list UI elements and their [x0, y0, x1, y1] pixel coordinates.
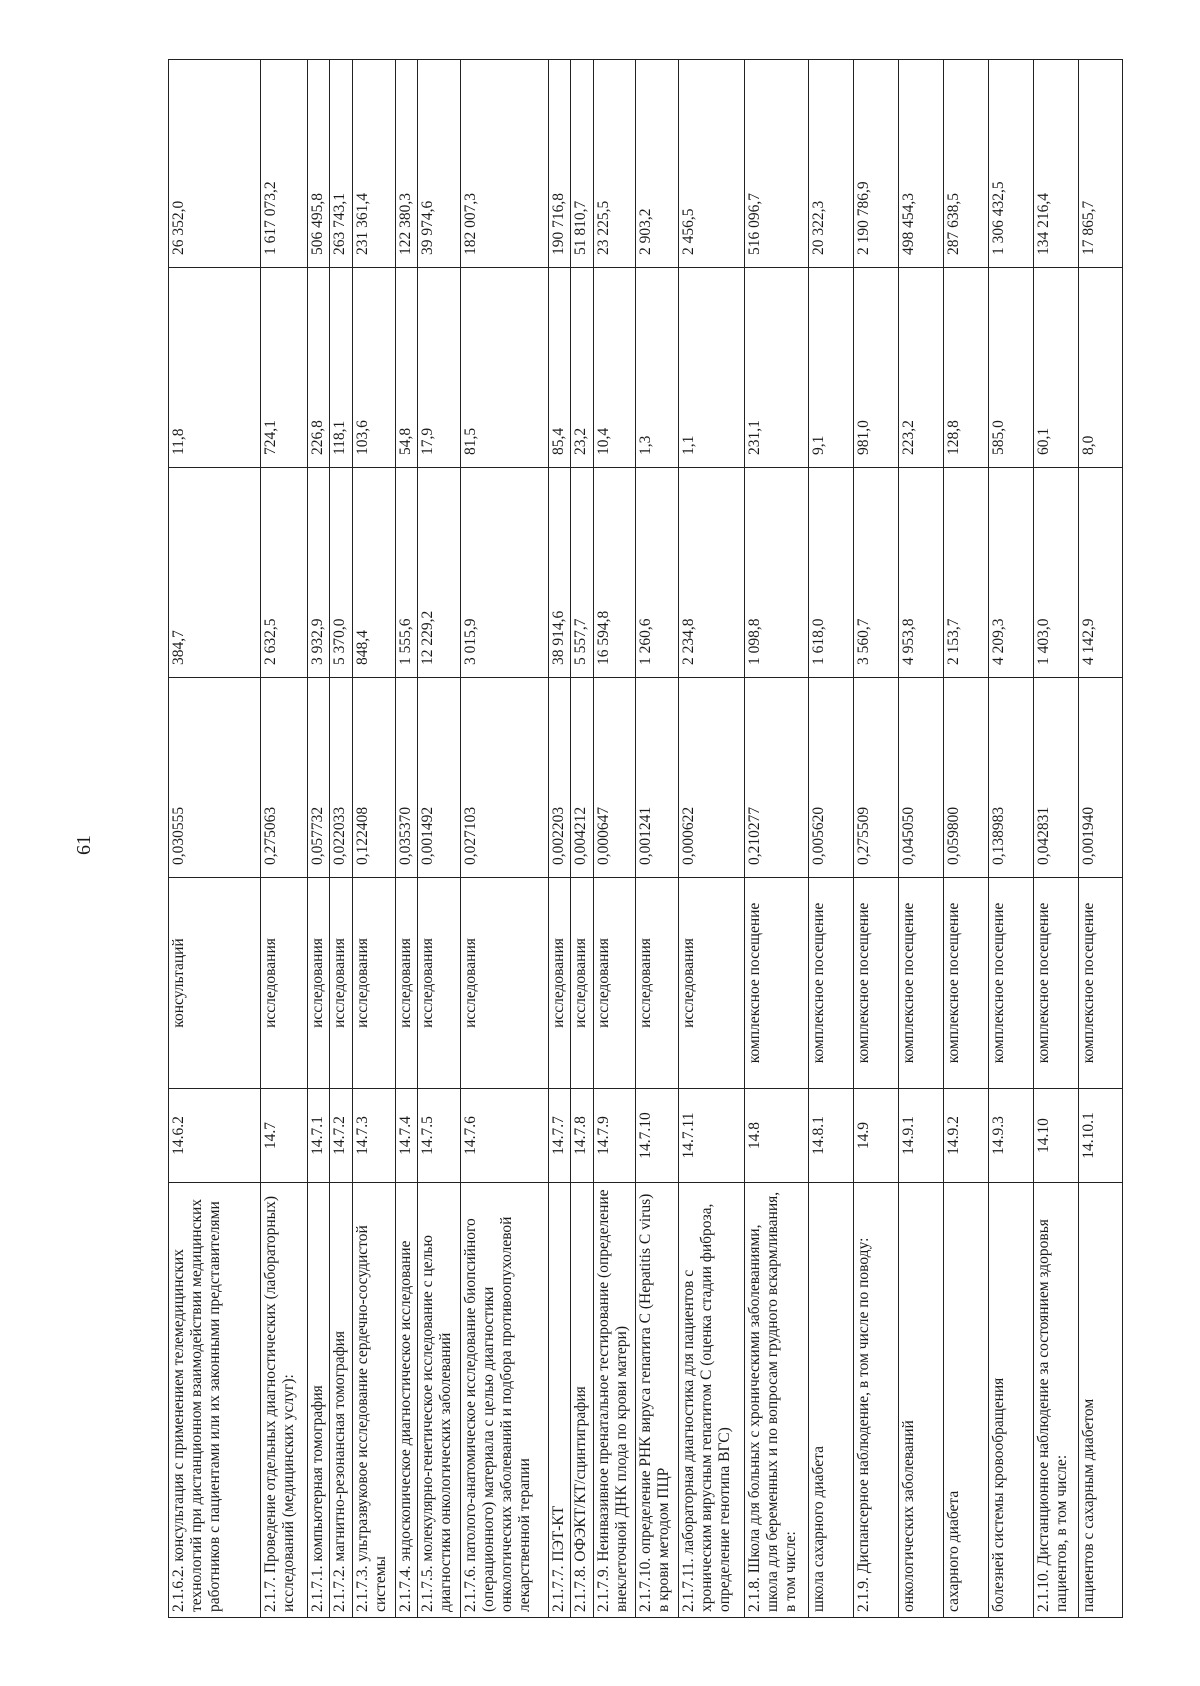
row-name-cell: 2.1.7.6. патолого-анатомическое исследование биопсийного (операционного) материала с целью диагностики онкологических заболеваний и подбора противоопухолевой лекарственной терапии	[460, 1183, 548, 1618]
row-unit-cell: исследования	[418, 878, 461, 1089]
row-total-cell: 190 716,8	[548, 60, 570, 268]
row-norm-cell: 0,002203	[548, 678, 570, 878]
row-total-cell: 182 007,3	[460, 60, 548, 268]
row-per-capita-cell: 81,5	[460, 268, 548, 468]
row-unit-cell: исследования	[352, 878, 395, 1089]
row-norm-cell: 0,030555	[169, 678, 261, 878]
row-cost-cell: 4 142,9	[1078, 468, 1122, 678]
table-row	[395, 60, 417, 1618]
row-total-cell: 134 216,4	[1034, 60, 1079, 268]
rotated-table-wrapper	[168, 60, 1123, 1618]
row-total-cell: 51 810,7	[571, 60, 593, 268]
row-cost-cell: 4 209,3	[989, 468, 1034, 678]
row-norm-cell: 0,000622	[679, 678, 745, 878]
row-name-cell: 2.1.7.2. магнитно-резонансная томография	[330, 1183, 352, 1618]
row-unit-cell: исследования	[679, 878, 745, 1089]
row-code-cell: 14.7.7	[548, 1089, 570, 1183]
row-unit-cell: комплексное посещение	[1034, 878, 1079, 1089]
row-total-cell: 26 352,0	[169, 60, 261, 268]
row-code-cell: 14.9	[854, 1089, 899, 1183]
row-cost-cell: 848,4	[352, 468, 395, 678]
row-code-cell: 14.6.2	[169, 1089, 261, 1183]
row-norm-cell: 0,004212	[571, 678, 593, 878]
row-code-cell: 14.8.1	[809, 1089, 854, 1183]
row-unit-cell: комплексное посещение	[899, 878, 944, 1089]
row-total-cell: 39 974,6	[418, 60, 461, 268]
row-code-cell: 14.10.1	[1078, 1089, 1122, 1183]
row-cost-cell: 3 015,9	[460, 468, 548, 678]
row-name-cell: 2.1.7.9. Неинвазивное пренатальное тестирование (определение внеклеточной ДНК плода по крови матери)	[593, 1183, 636, 1618]
row-name-cell: онкологических заболеваний	[899, 1183, 944, 1618]
row-norm-cell: 0,005620	[809, 678, 854, 878]
row-cost-cell: 384,7	[169, 468, 261, 678]
table-row	[745, 60, 809, 1618]
row-total-cell: 2 190 786,9	[854, 60, 899, 268]
row-per-capita-cell: 8,0	[1078, 268, 1122, 468]
row-code-cell: 14.7.2	[330, 1089, 352, 1183]
table-row	[989, 60, 1034, 1618]
row-unit-cell: исследования	[636, 878, 679, 1089]
row-total-cell: 498 454,3	[899, 60, 944, 268]
row-code-cell: 14.7.8	[571, 1089, 593, 1183]
row-code-cell: 14.7.3	[352, 1089, 395, 1183]
row-per-capita-cell: 223,2	[899, 268, 944, 468]
row-code-cell: 14.9.3	[989, 1089, 1034, 1183]
row-code-cell: 14.8	[745, 1089, 809, 1183]
row-code-cell: 14.7.10	[636, 1089, 679, 1183]
row-norm-cell: 0,210277	[745, 678, 809, 878]
row-cost-cell: 1 260,6	[636, 468, 679, 678]
row-code-cell: 14.9.1	[899, 1089, 944, 1183]
row-total-cell: 2 903,2	[636, 60, 679, 268]
table-row	[548, 60, 570, 1618]
row-total-cell: 17 865,7	[1078, 60, 1122, 268]
row-code-cell: 14.7.1	[308, 1089, 330, 1183]
row-cost-cell: 2 632,5	[260, 468, 307, 678]
row-code-cell: 14.7.9	[593, 1089, 636, 1183]
row-unit-cell: комплексное посещение	[944, 878, 989, 1089]
row-name-cell: 2.1.7.7. ПЭТ-КТ	[548, 1183, 570, 1618]
row-per-capita-cell: 128,8	[944, 268, 989, 468]
table-row	[260, 60, 307, 1618]
table-row	[418, 60, 461, 1618]
row-per-capita-cell: 231,1	[745, 268, 809, 468]
row-cost-cell: 5 557,7	[571, 468, 593, 678]
row-code-cell: 14.7.11	[679, 1089, 745, 1183]
row-name-cell: 2.1.7.5. молекулярно-генетическое исследование с целью диагностики онкологических заболеваний	[418, 1183, 461, 1618]
row-per-capita-cell: 85,4	[548, 268, 570, 468]
table-row	[330, 60, 352, 1618]
row-per-capita-cell: 1,1	[679, 268, 745, 468]
row-total-cell: 2 456,5	[679, 60, 745, 268]
row-per-capita-cell: 103,6	[352, 268, 395, 468]
row-per-capita-cell: 724,1	[260, 268, 307, 468]
row-per-capita-cell: 54,8	[395, 268, 417, 468]
row-per-capita-cell: 585,0	[989, 268, 1034, 468]
row-norm-cell: 0,045050	[899, 678, 944, 878]
row-unit-cell: исследования	[260, 878, 307, 1089]
row-unit-cell: исследования	[308, 878, 330, 1089]
row-cost-cell: 3 932,9	[308, 468, 330, 678]
row-cost-cell: 38 914,6	[548, 468, 570, 678]
row-total-cell: 20 322,3	[809, 60, 854, 268]
table-row	[593, 60, 636, 1618]
row-norm-cell: 0,035370	[395, 678, 417, 878]
row-total-cell: 287 638,5	[944, 60, 989, 268]
row-total-cell: 1 617 073,2	[260, 60, 307, 268]
row-unit-cell: комплексное посещение	[745, 878, 809, 1089]
row-per-capita-cell: 9,1	[809, 268, 854, 468]
row-code-cell: 14.7.6	[460, 1089, 548, 1183]
row-per-capita-cell: 23,2	[571, 268, 593, 468]
row-total-cell: 516 096,7	[745, 60, 809, 268]
row-norm-cell: 0,275509	[854, 678, 899, 878]
row-per-capita-cell: 60,1	[1034, 268, 1079, 468]
table-row	[308, 60, 330, 1618]
row-cost-cell: 1 403,0	[1034, 468, 1079, 678]
row-norm-cell: 0,275063	[260, 678, 307, 878]
row-unit-cell: комплексное посещение	[989, 878, 1034, 1089]
row-name-cell: 2.1.7.4. эндоскопическое диагностическое исследование	[395, 1183, 417, 1618]
row-unit-cell: исследования	[395, 878, 417, 1089]
row-per-capita-cell: 17,9	[418, 268, 461, 468]
row-code-cell: 14.7	[260, 1089, 307, 1183]
page-number: 61	[73, 835, 95, 855]
row-code-cell: 14.9.2	[944, 1089, 989, 1183]
row-cost-cell: 1 555,6	[395, 468, 417, 678]
row-per-capita-cell: 10,4	[593, 268, 636, 468]
row-unit-cell: исследования	[460, 878, 548, 1089]
data-table	[168, 59, 1123, 1618]
row-cost-cell: 2 234,8	[679, 468, 745, 678]
row-cost-cell: 5 370,0	[330, 468, 352, 678]
row-name-cell: 2.1.7.3. ультразвуковое исследование сердечно-сосудистой системы	[352, 1183, 395, 1618]
row-per-capita-cell: 11,8	[169, 268, 261, 468]
row-per-capita-cell: 118,1	[330, 268, 352, 468]
row-cost-cell: 4 953,8	[899, 468, 944, 678]
row-norm-cell: 0,000647	[593, 678, 636, 878]
row-cost-cell: 1 098,8	[745, 468, 809, 678]
row-name-cell: сахарного диабета	[944, 1183, 989, 1618]
table-row	[899, 60, 944, 1618]
row-name-cell: 2.1.7.8. ОФЭКТ/КТ/сцинтиграфия	[571, 1183, 593, 1618]
row-norm-cell: 0,057732	[308, 678, 330, 878]
table-row	[679, 60, 745, 1618]
row-name-cell: 2.1.7.10. определение РНК вируса гепатита С (Hepatitis C virus) в крови методом ПЦР	[636, 1183, 679, 1618]
row-cost-cell: 2 153,7	[944, 468, 989, 678]
table-row	[169, 60, 261, 1618]
table-row	[352, 60, 395, 1618]
row-norm-cell: 0,059800	[944, 678, 989, 878]
table-row	[809, 60, 854, 1618]
row-norm-cell: 0,001492	[418, 678, 461, 878]
row-unit-cell: исследования	[593, 878, 636, 1089]
table-row	[636, 60, 679, 1618]
row-norm-cell: 0,138983	[989, 678, 1034, 878]
row-per-capita-cell: 1,3	[636, 268, 679, 468]
table-row	[460, 60, 548, 1618]
row-cost-cell: 12 229,2	[418, 468, 461, 678]
row-unit-cell: комплексное посещение	[1078, 878, 1122, 1089]
row-per-capita-cell: 981,0	[854, 268, 899, 468]
row-name-cell: 2.1.8. Школа для больных с хроническими заболеваниями, школа для беременных и по вопросам грудного вскармливания, в том числе:	[745, 1183, 809, 1618]
row-unit-cell: исследования	[330, 878, 352, 1089]
row-unit-cell: исследования	[571, 878, 593, 1089]
row-norm-cell: 0,001241	[636, 678, 679, 878]
table-body	[169, 60, 1123, 1618]
row-name-cell: 2.1.9. Диспансерное наблюдение, в том числе по поводу:	[854, 1183, 899, 1618]
row-name-cell: 2.1.7.11. лабораторная диагностика для пациентов с хроническим вирусным гепатитом С (оценка стадии фиброза, определение генотипа ВГС)	[679, 1183, 745, 1618]
row-code-cell: 14.10	[1034, 1089, 1079, 1183]
row-name-cell: пациентов с сахарным диабетом	[1078, 1183, 1122, 1618]
row-name-cell: 2.1.7. Проведение отдельных диагностических (лабораторных) исследований (медицинских услуг):	[260, 1183, 307, 1618]
row-unit-cell: консультаций	[169, 878, 261, 1089]
row-total-cell: 263 743,1	[330, 60, 352, 268]
row-code-cell: 14.7.5	[418, 1089, 461, 1183]
row-total-cell: 231 361,4	[352, 60, 395, 268]
table-row	[854, 60, 899, 1618]
row-norm-cell: 0,022033	[330, 678, 352, 878]
row-per-capita-cell: 226,8	[308, 268, 330, 468]
row-total-cell: 23 225,5	[593, 60, 636, 268]
row-name-cell: 2.1.6.2. консультация с применением телемедицинских технологий при дистанционном взаимодействии медицинских работников с пациентами или их законными представителями	[169, 1183, 261, 1618]
row-code-cell: 14.7.4	[395, 1089, 417, 1183]
row-name-cell: школа сахарного диабета	[809, 1183, 854, 1618]
row-name-cell: 2.1.7.1. компьютерная томография	[308, 1183, 330, 1618]
table-row	[571, 60, 593, 1618]
row-norm-cell: 0,027103	[460, 678, 548, 878]
table-row	[1034, 60, 1079, 1618]
table-row	[944, 60, 989, 1618]
row-norm-cell: 0,122408	[352, 678, 395, 878]
row-cost-cell: 16 594,8	[593, 468, 636, 678]
row-total-cell: 1 306 432,5	[989, 60, 1034, 268]
row-unit-cell: комплексное посещение	[809, 878, 854, 1089]
row-cost-cell: 1 618,0	[809, 468, 854, 678]
row-total-cell: 122 380,3	[395, 60, 417, 268]
row-name-cell: болезней системы кровообращения	[989, 1183, 1034, 1618]
row-cost-cell: 3 560,7	[854, 468, 899, 678]
row-norm-cell: 0,001940	[1078, 678, 1122, 878]
row-name-cell: 2.1.10. Дистанционное наблюдение за состоянием здоровья пациентов, в том числе:	[1034, 1183, 1079, 1618]
row-norm-cell: 0,042831	[1034, 678, 1079, 878]
table-row	[1078, 60, 1122, 1618]
row-total-cell: 506 495,8	[308, 60, 330, 268]
row-unit-cell: исследования	[548, 878, 570, 1089]
row-unit-cell: комплексное посещение	[854, 878, 899, 1089]
